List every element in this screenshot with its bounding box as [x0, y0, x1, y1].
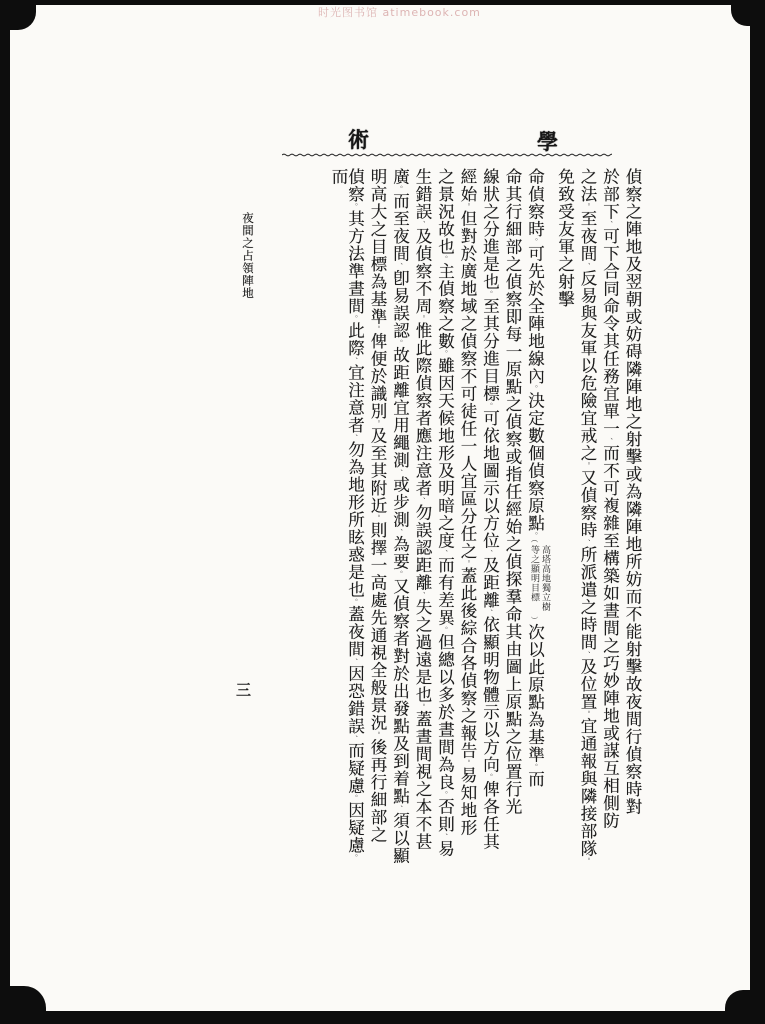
- text-column: 於部下、可下合同命令其任務宜單一、而不可複雜至構築如晝間之巧妙陣地或謀互相側防: [600, 168, 620, 830]
- scan-corner-top-right: [731, 0, 765, 26]
- watermark-text: 时光图书馆 atimebook.com: [318, 6, 481, 19]
- text-column: 經始。但對於廣地域之偵察不可徒任一人宜區分任之。蓋此後綜合各偵察之報告。易知地形: [458, 168, 477, 837]
- text-column: 生錯誤、及偵察不周。惟此際偵察者應注意者、勿誤認距離、失之過遠是也。蓋晝間視之本不甚: [413, 168, 432, 851]
- text-column: 之景況故也。主偵察之數。雖因天候地形及明暗之度、而有差異。但總以多於晝間為良。否則、易: [435, 168, 455, 858]
- open-paren: （: [530, 539, 539, 543]
- running-head-char-left: 術: [348, 127, 369, 152]
- text-column: 偵察。其方法準晝間。此際、宜注意者、勿為地形所眩惑是也。蓋夜間、因恐錯誤、而疑慮。因疑慮。而: [329, 168, 365, 861]
- text-column: 命偵察時。可先於全陣地線內。決定數個偵察原點。（高塔高地獨立樹等之顯明目標）次以此原點為基準。而: [525, 168, 550, 788]
- wavy-divider-line: [282, 150, 612, 160]
- text-column: 線狀之分進是也。至其分進目標。可依地圖示以方位、及距離、依顯明物體示以方向。俾各任其: [480, 168, 500, 851]
- page-number: 三: [236, 681, 252, 699]
- margin-section-label: 夜間之占領陣地: [241, 212, 255, 300]
- inline-annotation: 高塔高地獨立樹等之顯明目標: [529, 544, 550, 611]
- scan-corner-bottom-left: [0, 986, 46, 1024]
- text-column: 明高大之目標為基準。俾便於識別。及至其附近。則擇一高處先通視全般景況。後再行細部之: [368, 168, 387, 844]
- text-column: 偵察之陣地及翌朝或妨碍隣陣地之射擊或為隣陣地所妨而不能射擊故夜間行偵察時對: [623, 168, 642, 816]
- main-vertical-text: [236, 168, 646, 870]
- text-column: 之法。至夜間、反易與友軍以危險宜戒之。又偵察時、所派遣之時間、及位置。宜通報與隣接部隊。: [578, 168, 597, 865]
- text-column: 廣。而至夜間、卽易誤認。故距離宜用繩測、或步測、為要。又偵察者對於出發點及到着點、須以顯: [390, 168, 410, 865]
- scan-corner-bottom-right: [725, 990, 765, 1024]
- text-column: 命其行細部之偵察即每一原點之偵察或指任經始之偵探羣命其由圖上原點之位置行光: [503, 168, 522, 816]
- running-head-char-right: 學: [537, 129, 558, 154]
- close-paren: ）: [530, 616, 539, 624]
- text-column: 免致受友軍之射擊: [555, 168, 575, 308]
